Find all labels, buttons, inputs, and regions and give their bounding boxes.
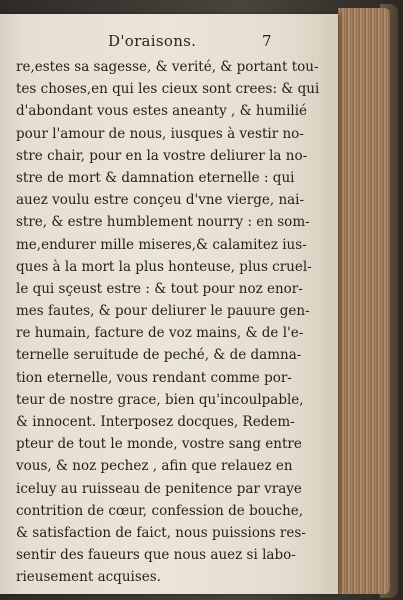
text-line: vous, & noz pechez , afin que relauez en (16, 458, 293, 475)
page-header (0, 32, 338, 54)
text-line: sentir des faueurs que nous auez si labo- (16, 547, 296, 564)
text-line: me,endurer mille miseres,& calamitez ius- (16, 236, 307, 253)
text-line: stre de mort & damnation eternelle : qui (16, 169, 295, 186)
text-line: auez voulu estre conçeu d'vne vierge, nai- (16, 192, 305, 209)
page-number: 7 (262, 32, 272, 50)
text-line: stre chair, pour en la vostre deliurer la no- (16, 147, 308, 164)
prayer-text (16, 56, 320, 589)
text-line: re humain, facture de voz mains, & de l'e- (16, 325, 304, 342)
text-line: d'abondant vous estes aneanty , & humilié (16, 103, 308, 120)
text-line: teur de nostre grace, bien qu'incoulpable, (16, 391, 304, 408)
text-line: tion eternelle, vous rendant comme por- (16, 369, 292, 386)
text-line: ques à la mort la plus honteuse, plus cruel- (16, 258, 312, 275)
text-line: tes choses,en qui les cieux sont crees: & qui (16, 81, 320, 98)
text-line: stre, & estre humblement nourry : en som- (16, 214, 310, 231)
text-line: & satisfaction de faict, nous puissions res- (16, 524, 306, 541)
text-line: mes fautes, & pour deliurer le pauure gen- (16, 303, 310, 320)
text-line: & innocent. Interposez docques, Redem- (16, 414, 295, 430)
text-line: pteur de tout le monde, vostre sang entre (16, 436, 302, 453)
text-line: re,estes sa sagesse, & verité, & portant tou- (16, 59, 319, 75)
text-line: ternelle seruitude de peché, & de damna- (16, 347, 302, 364)
text-line: rieusement acquises. (16, 569, 161, 586)
text-line: iceluy au ruisseau de penitence par vraye (16, 480, 302, 497)
page-edges (338, 8, 390, 594)
text-line: contrition de cœur, confession de bouche, (16, 502, 304, 519)
text-line: le qui sçeust estre : & tout pour noz enor- (16, 280, 303, 297)
text-line: pour l'amour de nous, iusques à vestir no- (16, 125, 304, 142)
running-head: D'oraisons. (108, 32, 197, 50)
